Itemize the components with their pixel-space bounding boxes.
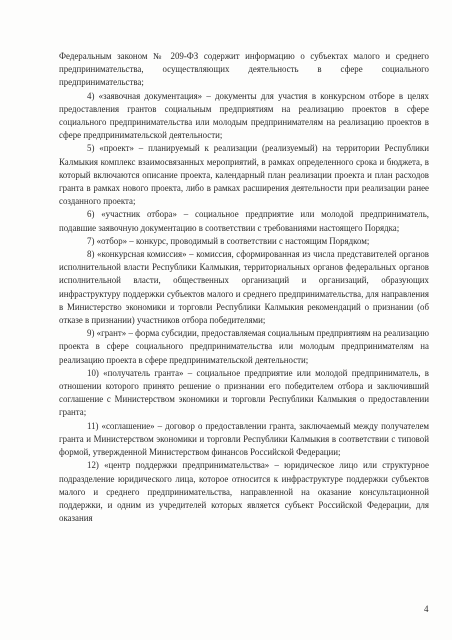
- paragraph-item-8: 8) «конкурсная комиссия» – комиссия, сформированная из числа представителей органов исполнительной власти Республики Калмыкия, территориальных органов федеральных органов исполнительной власти, общественных организаций и организаций, образующих инфраструктуру поддержки субъектов малого и среднего предпринимательства, для направления в Министерство экономики и торговли Республики Калмыкия рекомендаций о признании (об отказе в признании) участников отбора победителями;: [59, 249, 429, 326]
- paragraph-item-7: 7) «отбор» – конкурс, проводимый в соответствии с настоящим Порядком;: [87, 235, 370, 246]
- paragraph-item-11: 11) «соглашение» – договор о предоставлении гранта, заключаемый между получателем гранта и Министерством экономики и торговли Республики Калмыкия в соответствии с типовой формой, утвержденной Министерством финансов Российской Федерации;: [59, 420, 429, 458]
- paragraph-item-4: 4) «заявочная документация» – документы для участия в конкурсном отборе в целях предоставления грантов социальным предприятиям на реализацию проектов в сфере социального предпринимательства или молодым предпринимателям на реализацию проектов в сфере предпринимательской деятельности;: [59, 90, 429, 141]
- paragraph-item-12: 12) «центр поддержки предпринимательства» – юридическое лицо или структурное подразделение юридического лица, которое относится к инфраструктуре поддержки субъектов малого и среднего предпринимательства, направленной на оказание консультационной поддержки, и одним из учредителей которых является субъект Российской Федерации, для оказания: [59, 460, 429, 524]
- paragraph-item-10: 10) «получатель гранта» – социальное предприятие или молодой предприниматель, в отношении которого принято решение о признании его победителем отбора и заключивший соглашение с Министерством экономики и торговли Республики Калмыкия о предоставлении гранта;: [59, 367, 429, 418]
- paragraph-item-6: 6) «участник отбора» – социальное предприятие или молодой предприниматель, подавшие заявочную документацию в соответствии с требованиями настоящего Порядка;: [59, 209, 429, 233]
- paragraph-item-5: 5) «проект» – планируемый к реализации (реализуемый) на территории Республики Калмыкия комплекс взаимосвязанных мероприятий, в рамках определенного срока и бюджета, в который включаются описание проекта, календарный план реализации проекта и план расходов гранта в рамках нового проекта, либо в рамках расширения деятельности при реализации ранее созданного проекта;: [59, 143, 429, 207]
- document-body: [59, 50, 429, 525]
- page-number: 4: [424, 604, 429, 614]
- paragraph-continuation: Федеральным законом № 209-ФЗ содержит информацию о субъектах малого и среднего предпринимательства, осуществляющих деятельность в сфере социального предпринимательства;: [59, 51, 429, 88]
- paragraph-item-9: 9) «грант» – форма субсидии, предоставляемая социальным предприятиям на реализацию проекта в сфере социального предпринимательства или молодым предпринимателям на реализацию проекта в сфере предпринимательской деятельности;: [59, 328, 429, 365]
